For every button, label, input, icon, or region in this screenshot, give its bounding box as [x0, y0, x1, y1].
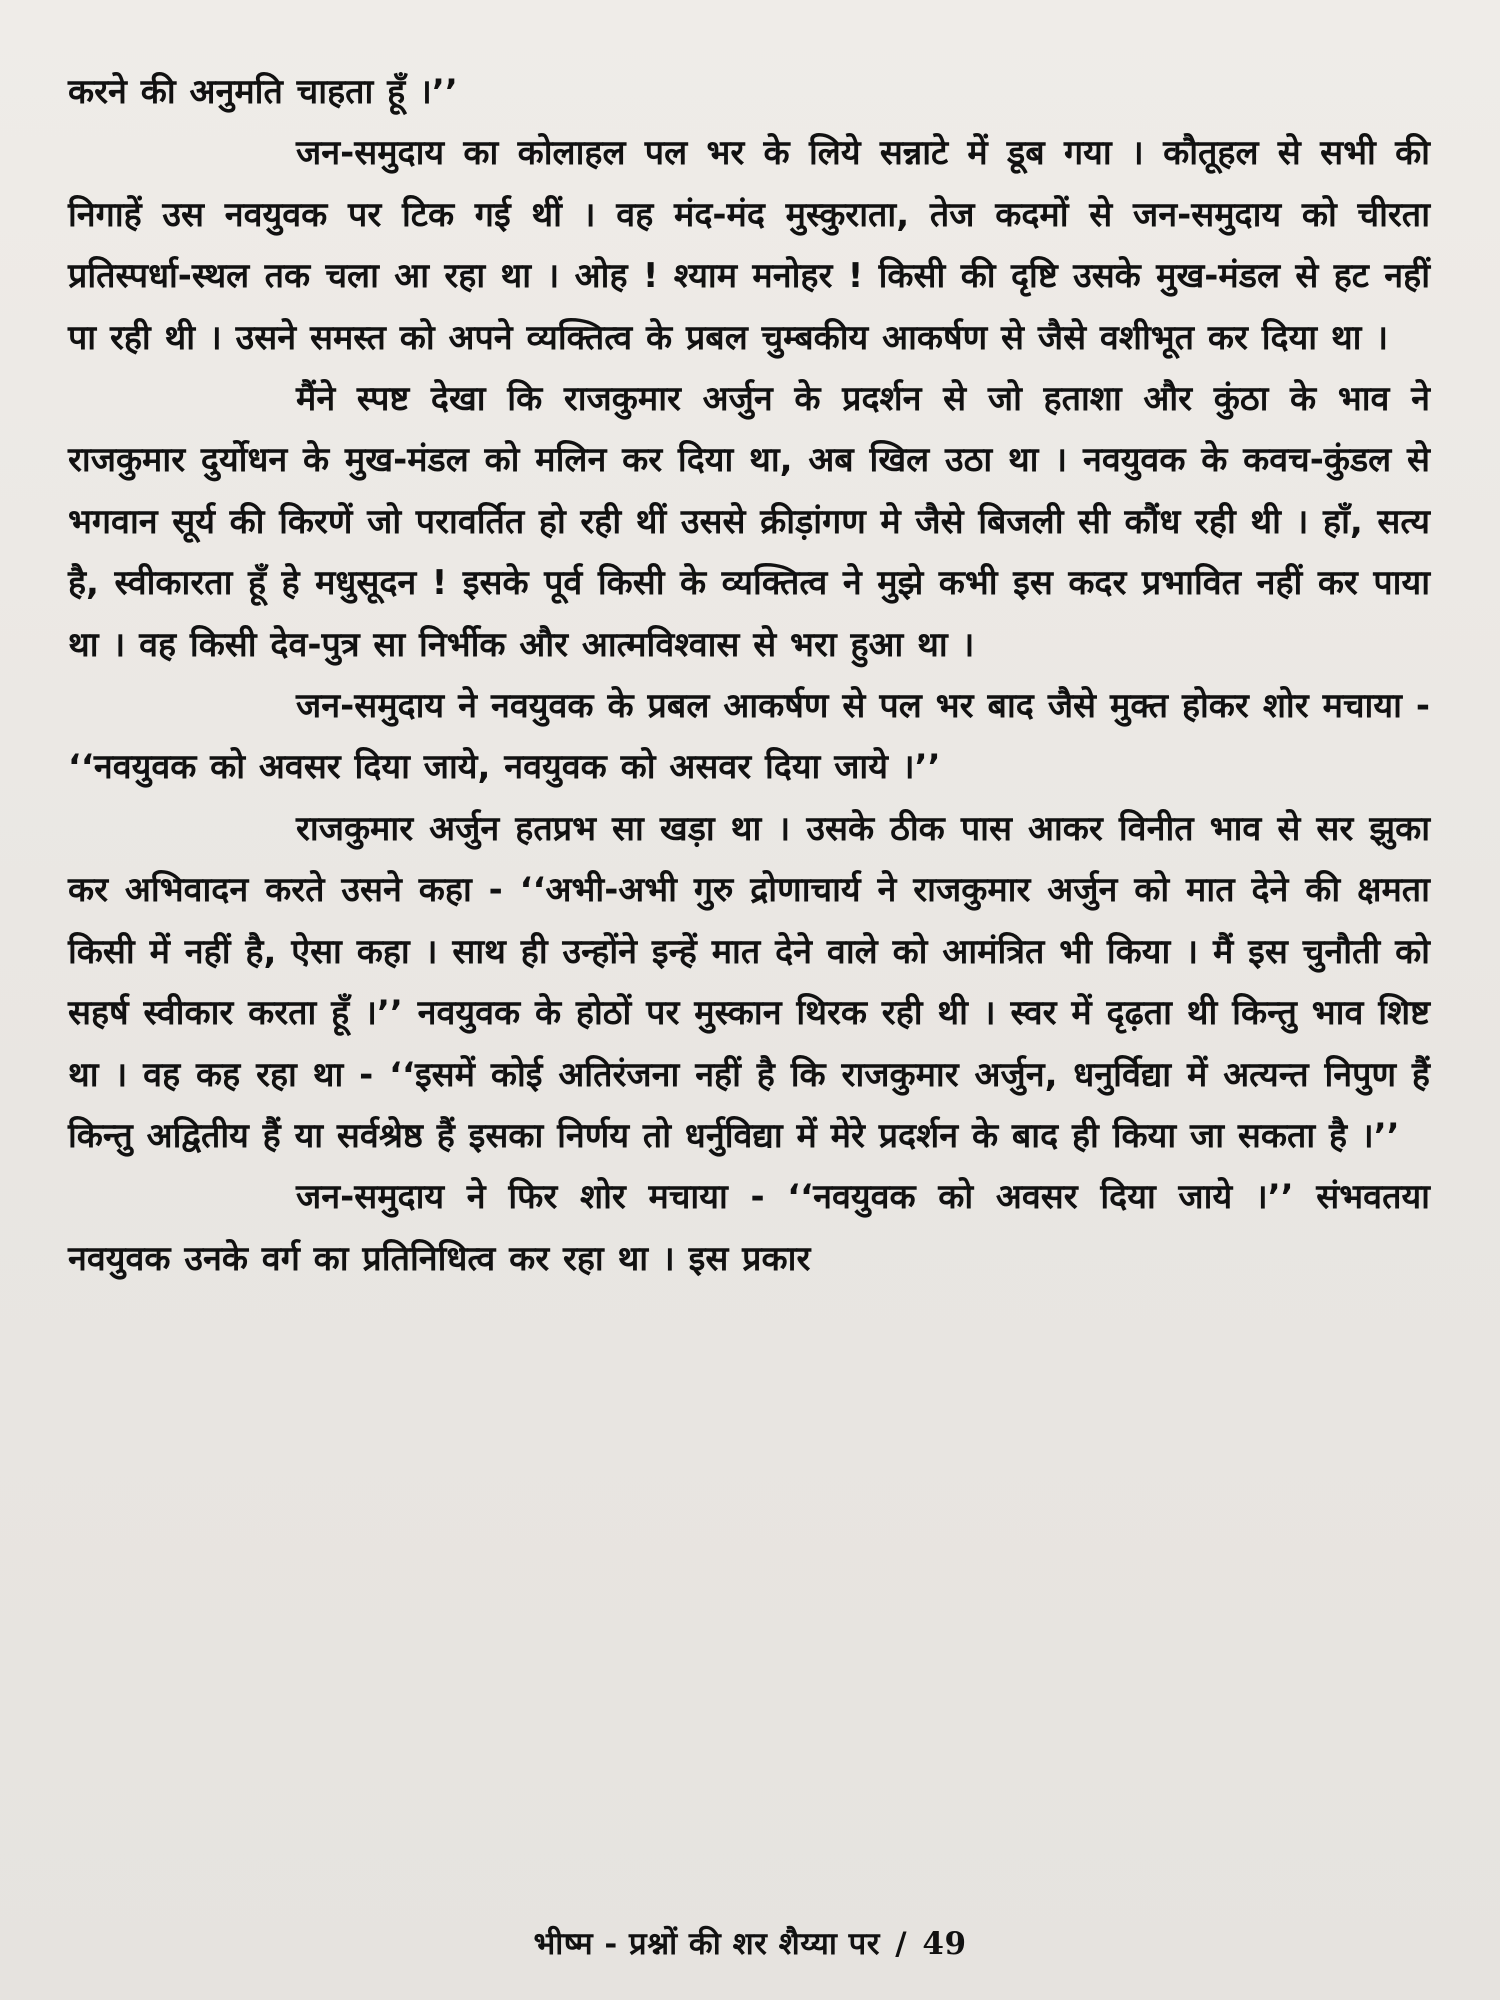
- footer-separator: /: [895, 1926, 908, 1962]
- page-number: 49: [922, 1926, 967, 1962]
- paragraph-crowd-silence: जन-समुदाय का कोलाहल पल भर के लिये सन्नाटे में डूब गया । कौतूहल से सभी की निगाहें उस नवयुवक पर टिक गई थीं । वह मंद-मंद मुस्कुराता, तेज कदमों से जन-समुदाय को चीरता प्रतिस्पर्धा-स्थल तक चला आ रहा था । ओह ! श्याम मनोहर ! किसी की दृष्टि उसके मुख-मंडल से हट नहीं पा रही थी । उसने समस्त को अपने व्यक्तित्व के प्रबल चुम्बकीय आकर्षण से जैसे वशीभूत कर दिया था ।: [68, 133, 1430, 358]
- paragraph-youth-challenge: राजकुमार अर्जुन हतप्रभ सा खड़ा था । उसके ठीक पास आकर विनीत भाव से सर झुका कर अभिवादन करते उसने कहा - ‘‘अभी-अभी गुरु द्रोणाचार्य ने राजकुमार अर्जुन को मात देने की क्षमता किसी में नहीं है, ऐसा कहा । साथ ही उन्होंने इन्हें मात देने वाले को आमंत्रित भी किया । मैं इस चुनौती को सहर्ष स्वीकार करता हूँ ।’’ नवयुवक के होठों पर मुस्कान थिरक रही थी । स्वर में दृढ़ता थी किन्तु भाव शिष्ट था । वह कह रहा था - ‘‘इसमें कोई अतिरंजना नहीं है कि राजकुमार अर्जुन, धनुर्विद्या में अत्यन्त निपुण हैं किन्तु अद्वितीय हैं या सर्वश्रेष्ठ हैं इसका निर्णय तो धर्नुविद्या में मेरे प्रदर्शन के बाद ही किया जा सकता है ।’’: [68, 808, 1430, 1156]
- page-footer: [0, 1922, 1500, 1964]
- paragraph-crowd-shout-again: जन-समुदाय ने फिर शोर मचाया - ‘‘नवयुवक को अवसर दिया जाये ।’’ संभवतया नवयुवक उनके वर्ग का प्रतिनिधित्व कर रहा था । इस प्रकार: [68, 1177, 1430, 1279]
- paragraph-narrator-observation: मैंने स्पष्ट देखा कि राजकुमार अर्जुन के प्रदर्शन से जो हताशा और कुंठा के भाव ने राजकुमार दुर्योधन के मुख-मंडल को मलिन कर दिया था, अब खिल उठा था । नवयुवक के कवच-कुंडल से भगवान सूर्य की किरणें जो परावर्तित हो रही थीं उससे क्रीड़ांगण मे जैसे बिजली सी कौंध रही थी । हाँ, सत्य है, स्वीकारता हूँ हे मधुसूदन ! इसके पूर्व किसी के व्यक्तित्व ने मुझे कभी इस कदर प्रभावित नहीं कर पाया था । वह किसी देव-पुत्र सा निर्भीक और आत्मविश्वास से भरा हुआ था ।: [68, 379, 1430, 665]
- running-title: भीष्म - प्रश्नों की शर शैय्या पर: [533, 1926, 880, 1962]
- body-text: [68, 62, 1430, 1290]
- paragraph-continuation: करने की अनुमति चाहता हूँ ।’’: [68, 72, 458, 112]
- paragraph-crowd-shout: जन-समुदाय ने नवयुवक के प्रबल आकर्षण से पल भर बाद जैसे मुक्त होकर शोर मचाया - ‘‘नवयुवक को अवसर दिया जाये, नवयुवक को असवर दिया जाये ।’’: [68, 686, 1430, 788]
